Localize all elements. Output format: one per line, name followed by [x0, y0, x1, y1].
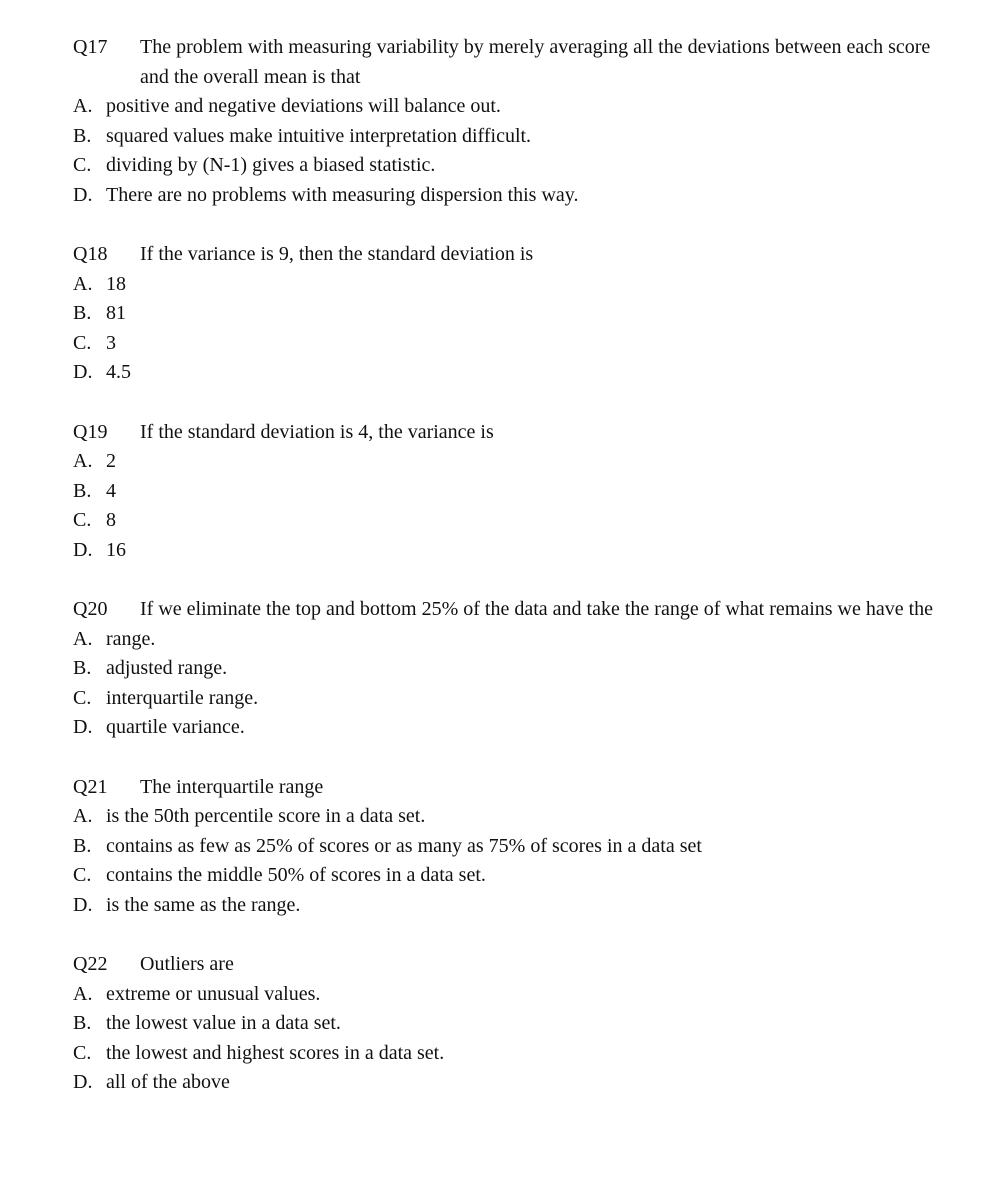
option-letter: C. — [73, 509, 92, 531]
option-letter: A. — [73, 450, 93, 472]
option-letter: A. — [73, 805, 93, 827]
option-letter: A. — [73, 272, 93, 295]
option-c — [73, 151, 953, 181]
option-a — [73, 92, 953, 122]
option-letter: D. — [73, 183, 93, 206]
question-q17 — [73, 33, 953, 210]
question-number: Q17 — [73, 36, 108, 58]
question-text: The interquartile range — [140, 775, 324, 798]
option-d — [73, 713, 953, 743]
question-header — [73, 418, 953, 448]
question-header — [73, 950, 953, 980]
option-letter: C. — [73, 331, 92, 354]
option-text: is the same as the range. — [106, 893, 301, 916]
option-b — [73, 832, 953, 862]
option-letter: B. — [73, 834, 92, 857]
option-letter: D. — [73, 538, 93, 561]
option-letter: A. — [73, 627, 93, 650]
question-header — [73, 773, 953, 803]
option-b — [73, 1009, 953, 1039]
option-a — [73, 447, 953, 477]
question-text: The problem with measuring variability by merely averaging all the deviations between each score and the overall mean is that — [140, 36, 931, 88]
option-text: 4 — [106, 479, 116, 502]
question-text: If the variance is 9, then the standard deviation is — [140, 243, 534, 265]
option-c — [73, 506, 953, 536]
option-d — [73, 536, 953, 566]
option-letter: B. — [73, 124, 92, 147]
option-a — [73, 625, 953, 655]
option-text: range. — [106, 627, 156, 650]
question-text: If we eliminate the top and bottom 25% of the data and take the range of what remains we have the — [140, 598, 934, 620]
option-d — [73, 891, 953, 921]
question-q21 — [73, 773, 953, 921]
option-text: extreme or unusual values. — [106, 982, 321, 1005]
question-number: Q21 — [73, 775, 108, 798]
option-text: is the 50th percentile score in a data set. — [106, 805, 426, 827]
option-letter: D. — [73, 893, 93, 916]
option-d — [73, 1068, 953, 1098]
option-letter: B. — [73, 479, 92, 502]
option-c — [73, 861, 953, 891]
option-letter: C. — [73, 1041, 92, 1064]
question-text: If the standard deviation is 4, the variance is — [140, 420, 494, 443]
option-a — [73, 802, 953, 832]
option-letter: C. — [73, 686, 92, 709]
option-text: contains the middle 50% of scores in a data set. — [106, 864, 486, 886]
option-d — [73, 181, 953, 211]
option-letter: A. — [73, 982, 93, 1005]
option-text: all of the above — [106, 1071, 230, 1093]
question-number: Q20 — [73, 598, 108, 620]
question-q18 — [73, 240, 953, 388]
question-number: Q22 — [73, 953, 108, 975]
option-letter: B. — [73, 657, 92, 679]
option-b — [73, 122, 953, 152]
option-b — [73, 654, 953, 684]
option-text: There are no problems with measuring dispersion this way. — [106, 183, 579, 206]
option-a — [73, 270, 953, 300]
option-d — [73, 358, 953, 388]
question-document — [73, 33, 953, 1128]
option-text: 8 — [106, 509, 116, 531]
option-letter: A. — [73, 95, 93, 117]
option-text: squared values make intuitive interpretation difficult. — [106, 124, 532, 147]
option-letter: D. — [73, 1071, 93, 1093]
option-letter: B. — [73, 302, 92, 324]
option-letter: D. — [73, 716, 93, 738]
option-letter: C. — [73, 154, 92, 176]
option-letter: C. — [73, 864, 92, 886]
question-number: Q18 — [73, 243, 108, 265]
option-letter: B. — [73, 1012, 92, 1034]
option-c — [73, 684, 953, 714]
question-header — [73, 595, 953, 625]
option-text: 2 — [106, 450, 116, 472]
question-number: Q19 — [73, 420, 108, 443]
option-text: positive and negative deviations will balance out. — [106, 95, 501, 117]
option-b — [73, 477, 953, 507]
option-c — [73, 329, 953, 359]
option-text: adjusted range. — [106, 657, 228, 679]
question-header — [73, 240, 953, 270]
question-q19 — [73, 418, 953, 566]
question-text: Outliers are — [140, 953, 234, 975]
option-c — [73, 1039, 953, 1069]
option-text: the lowest value in a data set. — [106, 1012, 341, 1034]
option-text: 81 — [106, 302, 126, 324]
option-text: quartile variance. — [106, 716, 245, 738]
option-b — [73, 299, 953, 329]
option-text: the lowest and highest scores in a data set. — [106, 1041, 445, 1064]
option-text: 4.5 — [106, 361, 131, 383]
option-a — [73, 980, 953, 1010]
question-q20 — [73, 595, 953, 743]
option-text: 3 — [106, 331, 116, 354]
option-text: 16 — [106, 538, 126, 561]
option-letter: D. — [73, 361, 93, 383]
question-q22 — [73, 950, 953, 1098]
option-text: contains as few as 25% of scores or as many as 75% of scores in a data set — [106, 834, 702, 857]
option-text: 18 — [106, 272, 126, 295]
option-text: dividing by (N-1) gives a biased statistic. — [106, 154, 436, 176]
option-text: interquartile range. — [106, 686, 259, 709]
question-header — [73, 33, 953, 92]
